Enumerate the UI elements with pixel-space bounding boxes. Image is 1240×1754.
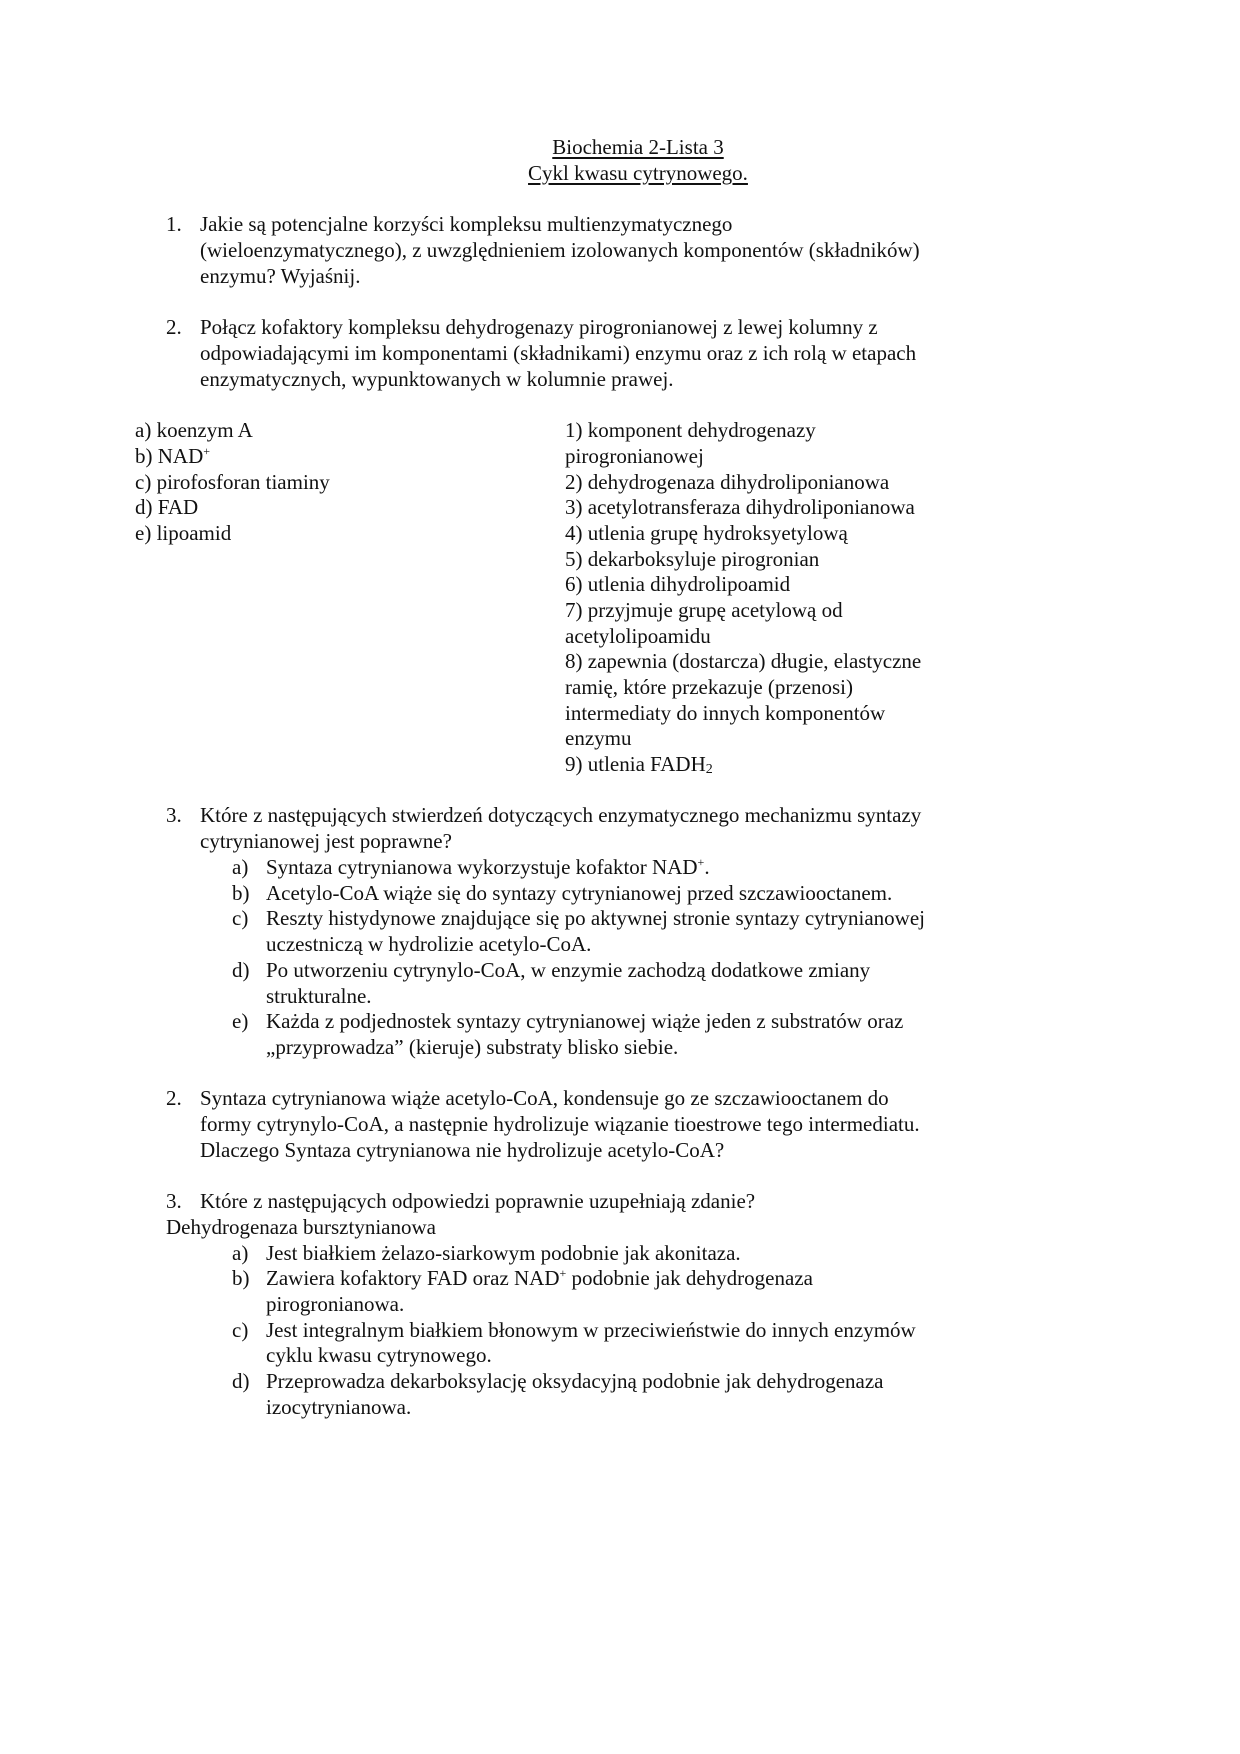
document-title: Biochemia 2-Lista 3 (552, 135, 724, 159)
component-item: 2) dehydrogenaza dihydroliponianowa (565, 470, 890, 494)
component-item: 4) utlenia grupę hydroksyetylową (565, 521, 848, 545)
component-item: 8) zapewnia (dostarcza) długie, elastyczne (565, 649, 922, 673)
cofactor-item: a) koenzym A (135, 418, 253, 442)
option-letter: b) (232, 1266, 250, 1290)
option-text: Zawiera kofaktory FAD oraz NAD+ podobnie jak dehydrogenaza (266, 1266, 813, 1290)
option-letter: b) (232, 881, 250, 905)
option-text: Jest białkiem żelazo-siarkowym podobnie jak akonitaza. (266, 1241, 741, 1265)
option-text: Każda z podjednostek syntazy cytrynianowej wiąże jeden z substratów oraz (266, 1009, 904, 1033)
option-letter: e) (232, 1009, 249, 1033)
option-text: strukturalne. (266, 984, 372, 1008)
question-text-line: Połącz kofaktory kompleksu dehydrogenazy pirogronianowej z lewej kolumny z (200, 315, 878, 339)
cofactor-item: b) NAD+ (135, 444, 211, 468)
component-item: 6) utlenia dihydrolipoamid (565, 572, 791, 596)
question-stem: Dehydrogenaza bursztynianowa (166, 1215, 436, 1239)
question-text-line: Syntaza cytrynianowa wiąże acetylo-CoA, kondensuje go ze szczawiooctanem do (200, 1086, 889, 1110)
component-item: 7) przyjmuje grupę acetylową od (565, 598, 843, 622)
component-item: 9) utlenia $FADH_2$ (565, 752, 713, 777)
cofactor-item: e) lipoamid (135, 521, 232, 545)
option-letter: c) (232, 1318, 249, 1342)
component-item: ramię, które przekazuje (przenosi) (565, 675, 854, 699)
question-text-line: Jakie są potencjalne korzyści kompleksu multienzymatycznego (200, 212, 733, 236)
cofactor-item: d) FAD (135, 495, 199, 519)
component-item: pirogronianowej (565, 444, 704, 468)
option-text: pirogronianowa. (266, 1292, 405, 1316)
question-number: 3. (166, 1189, 182, 1213)
option-text: Jest integralnym białkiem błonowym w przeciwieństwie do innych enzymów (266, 1318, 916, 1342)
question-number: 3. (166, 803, 182, 827)
question-text-line: (wieloenzymatycznego), z uwzględnieniem izolowanych komponentów (składników) (200, 238, 920, 262)
question-number: 1. (166, 212, 182, 236)
option-text: Acetylo-CoA wiąże się do syntazy cytrynianowej przed szczawiooctanem. (266, 881, 893, 905)
option-text: izocytrynianowa. (266, 1395, 412, 1419)
component-item: enzymu (565, 726, 632, 750)
component-item: 1) komponent dehydrogenazy (565, 418, 816, 442)
option-text: uczestniczą w hydrolizie acetylo-CoA. (266, 932, 592, 956)
question-text-line: formy cytrynylo-CoA, a następnie hydrolizuje wiązanie tioestrowe tego intermediatu. (200, 1112, 920, 1136)
option-letter: c) (232, 906, 249, 930)
option-text: Syntaza cytrynianowa wykorzystuje kofaktor NAD+. (266, 855, 710, 879)
question-text-line: enzymu? Wyjaśnij. (200, 264, 361, 288)
option-letter: d) (232, 958, 250, 982)
component-item: 5) dekarboksyluje pirogronian (565, 547, 820, 571)
question-number: 2. (166, 1086, 182, 1110)
question-number: 2. (166, 315, 182, 339)
option-letter: a) (232, 1241, 249, 1265)
component-item: acetylolipoamidu (565, 624, 711, 648)
option-letter: a) (232, 855, 249, 879)
option-text: Reszty histydynowe znajdujące się po aktywnej stronie syntazy cytrynianowej (266, 906, 925, 930)
question-text-line: Które z następujących odpowiedzi poprawnie uzupełniają zdanie? (200, 1189, 756, 1213)
option-text: „przyprowadza” (kieruje) substraty blisko siebie. (266, 1035, 679, 1059)
document-subtitle: Cykl kwasu cytrynowego. (528, 161, 748, 185)
question-text-line: cytrynianowej jest poprawne? (200, 829, 452, 853)
question-text-line: Dlaczego Syntaza cytrynianowa nie hydrolizuje acetylo-CoA? (200, 1138, 725, 1162)
component-item: intermediaty do innych komponentów (565, 701, 886, 725)
option-text: cyklu kwasu cytrynowego. (266, 1343, 492, 1367)
option-letter: d) (232, 1369, 250, 1393)
option-text: Po utworzeniu cytrynylo-CoA, w enzymie zachodzą dodatkowe zmiany (266, 958, 871, 982)
cofactor-item: c) pirofosforan tiaminy (135, 470, 330, 494)
question-text-line: Które z następujących stwierdzeń dotyczących enzymatycznego mechanizmu syntazy (200, 803, 922, 827)
component-item: 3) acetylotransferaza dihydroliponianowa (565, 495, 915, 519)
question-text-line: enzymatycznych, wypunktowanych w kolumnie prawej. (200, 367, 674, 391)
option-text: Przeprowadza dekarboksylację oksydacyjną podobnie jak dehydrogenaza (266, 1369, 884, 1393)
question-text-line: odpowiadającymi im komponentami (składnikami) enzymu oraz z ich rolą w etapach (200, 341, 917, 365)
